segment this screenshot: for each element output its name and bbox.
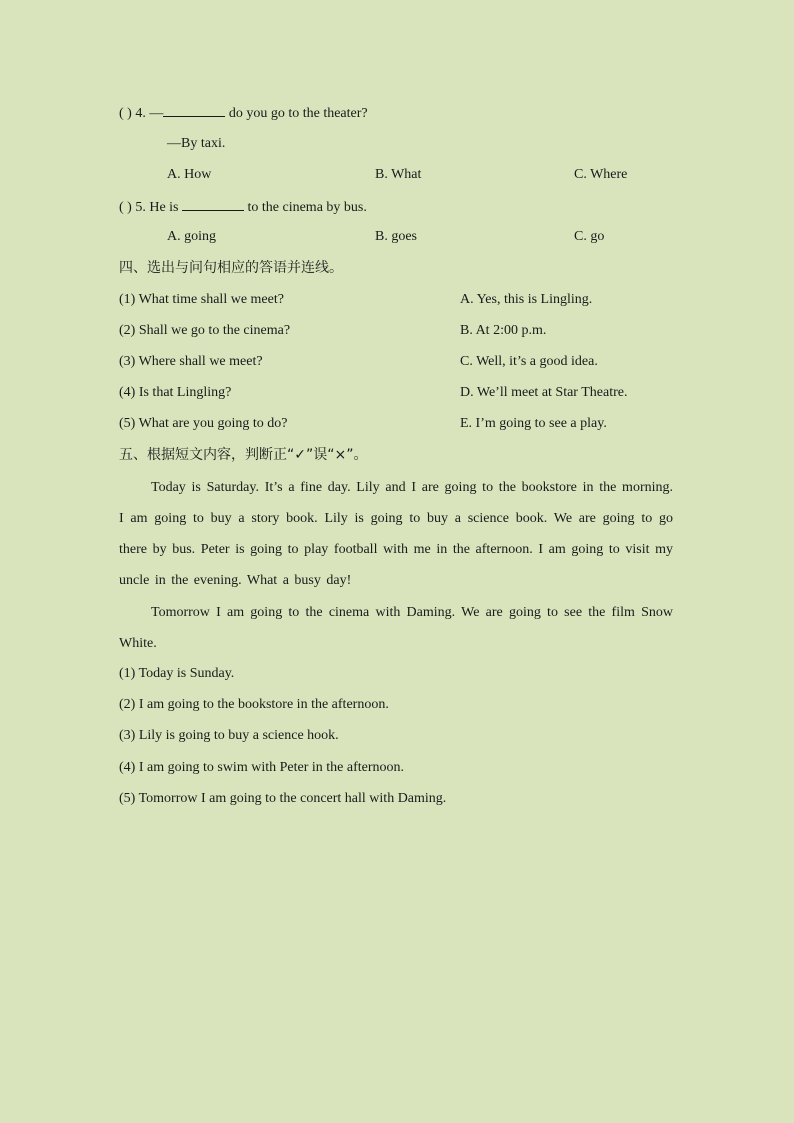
answer-blank[interactable]	[182, 196, 244, 211]
question-4-prefix: —	[149, 106, 164, 121]
question-5-prefix: He is	[149, 200, 179, 215]
question-4-option-a: A. How	[167, 167, 212, 182]
reading-paragraph-2: Tomorrow I am going to the cinema with Daming. We are going to see the film Snow White.	[119, 605, 673, 651]
question-5	[119, 196, 367, 218]
question-5-option-b: B. goes	[375, 229, 417, 244]
section-4-title: 四、选出与问句相应的答语并连线。	[119, 260, 343, 276]
question-5-option-c: C. go	[574, 229, 605, 244]
match-answer-b[interactable]: B. At 2:00 p.m.	[460, 323, 547, 338]
match-question-1[interactable]: (1) What time shall we meet?	[119, 292, 284, 307]
section-5-title: 五、根据短文内容，判断正“✓”误“×”。	[119, 447, 368, 463]
reading-paragraph-1: Today is Saturday. It’s a fine day. Lily and I are going to the bookstore in the morning. I am going to buy a story book. Lily is going to buy a science book. We are going to go there by bus. Peter is going to play football with me in the afternoon. I am going to visit my uncle in the evening. What a busy day!	[119, 480, 673, 588]
match-question-5[interactable]: (5) What are you going to do?	[119, 416, 288, 431]
match-question-3[interactable]: (3) Where shall we meet?	[119, 354, 263, 369]
match-answer-a[interactable]: A. Yes, this is Lingling.	[460, 292, 593, 307]
match-answer-e[interactable]: E. I’m going to see a play.	[460, 416, 607, 431]
judgement-statement-3: (3) Lily is going to buy a science hook.	[119, 728, 339, 743]
question-4	[119, 102, 368, 124]
match-answer-c[interactable]: C. Well, it’s a good idea.	[460, 354, 598, 369]
question-5-option-a: A. going	[167, 229, 216, 244]
judgement-statement-1: (1) Today is Sunday.	[119, 666, 235, 681]
question-5-number: ( ) 5.	[119, 200, 146, 215]
match-question-4[interactable]: (4) Is that Lingling?	[119, 385, 232, 400]
question-4-option-b: B. What	[375, 167, 422, 182]
match-question-2[interactable]: (2) Shall we go to the cinema?	[119, 323, 291, 338]
judgement-statement-2: (2) I am going to the bookstore in the afternoon.	[119, 697, 389, 712]
question-4-reply: —By taxi.	[167, 136, 226, 151]
question-4-option-c: C. Where	[574, 167, 628, 182]
judgement-statement-4: (4) I am going to swim with Peter in the afternoon.	[119, 760, 404, 775]
match-answer-d[interactable]: D. We’ll meet at Star Theatre.	[460, 385, 628, 400]
question-4-text: do you go to the theater?	[228, 106, 368, 121]
question-5-text: to the cinema by bus.	[247, 200, 367, 215]
answer-blank[interactable]	[163, 102, 225, 117]
judgement-statement-5: (5) Tomorrow I am going to the concert hall with Daming.	[119, 791, 447, 806]
question-4-number: ( ) 4.	[119, 106, 146, 121]
